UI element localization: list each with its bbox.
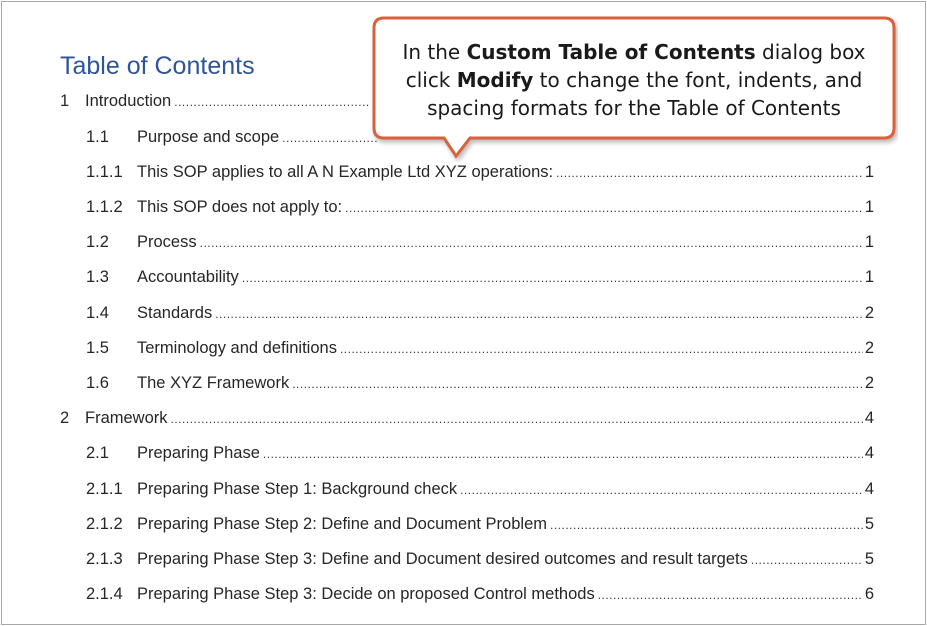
callout-text bbox=[384, 38, 884, 122]
toc-leader bbox=[556, 162, 863, 184]
toc-entry-number: 1 bbox=[60, 92, 70, 110]
toc-entry-page: 1 bbox=[864, 268, 874, 286]
toc-entry-text: Accountability bbox=[137, 268, 239, 286]
callout-text-part: In the bbox=[402, 40, 467, 64]
toc-entry-text: This SOP does not apply to: bbox=[137, 198, 343, 216]
toc-entry-number: 1.5 bbox=[86, 339, 109, 357]
toc-entry-text: Preparing Phase Step 3: Decide on proposed Control methods bbox=[137, 585, 595, 603]
toc-entry-number: 2.1.3 bbox=[86, 550, 123, 568]
toc-entry-page: 1 bbox=[864, 233, 874, 251]
toc-entry-page: 4 bbox=[864, 444, 874, 462]
toc-title: Table of Contents bbox=[60, 52, 255, 80]
toc-leader bbox=[171, 408, 863, 430]
toc-entry-number: 2 bbox=[60, 409, 70, 427]
toc-leader bbox=[751, 549, 863, 571]
callout-tooltip bbox=[370, 16, 898, 162]
toc-entry-text: Preparing Phase Step 2: Define and Document Problem bbox=[137, 515, 547, 533]
toc-entry-page: 4 bbox=[864, 480, 874, 498]
toc-entry-text: Preparing Phase Step 1: Background check bbox=[137, 480, 458, 498]
toc-entry-text: Process bbox=[137, 233, 197, 251]
toc-entry-number: 2.1 bbox=[86, 444, 109, 462]
toc-leader bbox=[215, 303, 863, 325]
toc-leader bbox=[174, 91, 370, 113]
document-page bbox=[1, 1, 926, 625]
toc-entry-text: Standards bbox=[137, 304, 213, 322]
toc-entry-page: 1 bbox=[864, 163, 874, 181]
callout-text-part: to change the font, indents, and spacing formats for the Table of Contents bbox=[427, 68, 863, 120]
toc-entry-page: 2 bbox=[864, 304, 874, 322]
callout-bold-dialog-name: Custom Table of Contents bbox=[466, 40, 756, 64]
callout-bold-modify: Modify bbox=[456, 68, 534, 92]
toc-entry-number: 1.6 bbox=[86, 374, 109, 392]
toc-leader bbox=[292, 373, 863, 395]
toc-entry-page: 1 bbox=[864, 198, 874, 216]
toc-leader bbox=[550, 514, 863, 536]
toc-entry-text: Introduction bbox=[85, 92, 172, 110]
toc-entry-number: 2.1.1 bbox=[86, 480, 123, 498]
toc-entry-page: 2 bbox=[864, 339, 874, 357]
toc-entry-number: 2.1.2 bbox=[86, 515, 123, 533]
toc-entry-page: 2 bbox=[864, 374, 874, 392]
toc-leader bbox=[345, 197, 863, 219]
toc-entry-text: Framework bbox=[85, 409, 168, 427]
toc-entry-number: 1.4 bbox=[86, 304, 109, 322]
toc-entry-page: 4 bbox=[864, 409, 874, 427]
toc-entry-number: 1.3 bbox=[86, 268, 109, 286]
toc-entry-page: 5 bbox=[864, 515, 874, 533]
toc-entry-text: Purpose and scope bbox=[137, 128, 280, 146]
toc-leader bbox=[598, 584, 863, 606]
callout-text-part: dialog box click bbox=[405, 40, 866, 92]
toc-entry-page: 5 bbox=[864, 550, 874, 568]
toc-leader bbox=[242, 267, 863, 289]
toc-entry-text: Preparing Phase bbox=[137, 444, 260, 462]
toc-entry-text: Preparing Phase Step 3: Define and Document desired outcomes and result targets bbox=[137, 550, 748, 568]
toc-leader bbox=[263, 443, 863, 465]
toc-entry-number: 1.2 bbox=[86, 233, 109, 251]
toc-entry-number: 2.1.4 bbox=[86, 585, 123, 603]
toc-entry-number: 1.1 bbox=[86, 128, 109, 146]
toc-leader bbox=[282, 127, 378, 149]
toc-leader bbox=[340, 338, 863, 360]
toc-leader bbox=[460, 479, 863, 501]
toc-entry-text: The XYZ Framework bbox=[137, 374, 290, 392]
toc-entry-number: 1.1.2 bbox=[86, 198, 123, 216]
toc-entry-text: This SOP applies to all A N Example Ltd XYZ operations: bbox=[137, 163, 554, 181]
toc-entry-page: 6 bbox=[864, 585, 874, 603]
toc-leader bbox=[200, 232, 863, 254]
toc-entry-number: 1.1.1 bbox=[86, 163, 123, 181]
toc-entry-text: Terminology and definitions bbox=[137, 339, 337, 357]
